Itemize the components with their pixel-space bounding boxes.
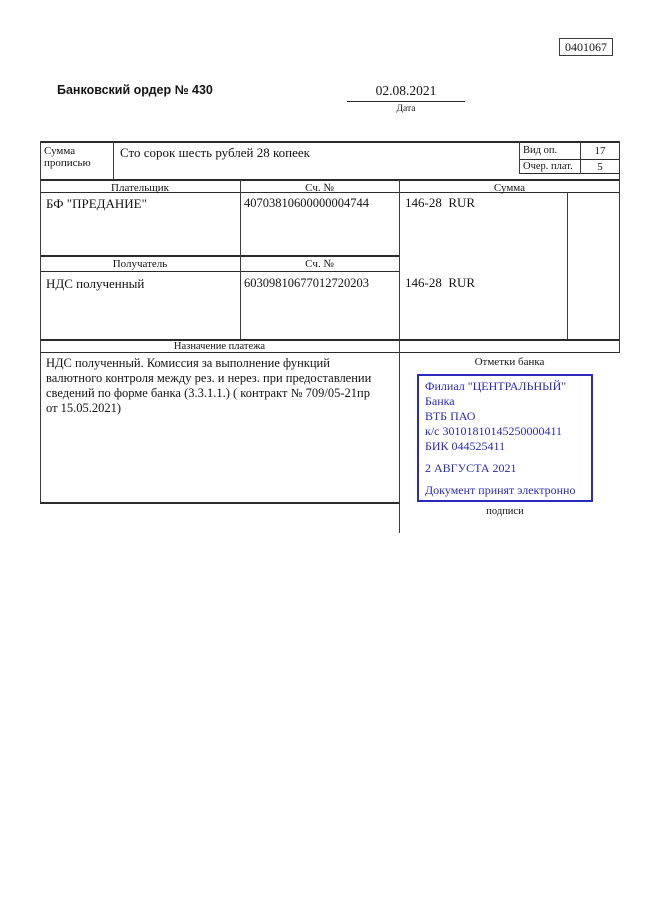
- table-border-left: [40, 141, 41, 503]
- form-code-box: [559, 38, 613, 56]
- date-label: Дата: [396, 104, 416, 114]
- stamp-corr-account: к/с 30101810145250000411: [425, 424, 563, 438]
- table-border-top: [40, 141, 620, 143]
- purpose-line: валютного контроля между рез. и нерез. при предоставлении: [46, 371, 372, 385]
- recipient-name: НДС полученный: [46, 276, 145, 291]
- op-bottom-line: [519, 173, 620, 174]
- payer-name: БФ "ПРЕДАНИЕ": [46, 196, 147, 211]
- stamp-footer: Документ принят электронно: [425, 483, 576, 497]
- payer-amount: 146-28 RUR: [405, 195, 476, 210]
- payer-account-header: Сч. №: [305, 182, 334, 194]
- payer-account: 40703810600000004744: [244, 196, 369, 210]
- amount-right-divider: [567, 192, 568, 339]
- page-title: Банковский ордер № 430: [57, 83, 213, 97]
- form-code: 0401067: [565, 40, 607, 54]
- purpose-text: [46, 356, 396, 416]
- table-border-right: [619, 141, 620, 353]
- stamp-date: 2 АВГУСТА 2021: [425, 461, 517, 475]
- stamp-spacer: [425, 454, 585, 461]
- sum-words-value: Сто сорок шесть рублей 28 копеек: [120, 145, 310, 160]
- recipient-header: Получатель: [112, 258, 168, 270]
- recipient-account-header: Сч. №: [305, 258, 334, 270]
- op-type-label: Вид оп.: [523, 145, 558, 156]
- signatures-label: подписи: [486, 506, 524, 517]
- purpose-header: Назначение платежа: [173, 341, 266, 352]
- purpose-line: сведений по форме банка (3.3.1.1.) ( контракт № 709/05-21пр: [46, 386, 370, 400]
- sum-label-divider: [113, 141, 114, 179]
- stamp-bank-name-line: ВТБ ПАО: [425, 409, 476, 423]
- purpose-bottom-line: [40, 502, 399, 504]
- queue-value: 5: [597, 161, 603, 173]
- bank-marks-header: Отметки банка: [474, 356, 545, 368]
- amount-header: Сумма: [493, 182, 526, 194]
- recipient-account: 60309810677012720203: [244, 276, 369, 290]
- purpose-line: НДС полученный. Комиссия за выполнение функций: [46, 356, 330, 370]
- sum-row-bottom-line: [40, 179, 620, 181]
- op-type-value: 17: [594, 145, 606, 157]
- stamp-bik: БИК 044525411: [425, 439, 506, 453]
- bank-stamp: [417, 374, 593, 502]
- stamp-bank-name-line: Филиал "ЦЕНТРАЛЬНЫЙ" Банка: [425, 379, 567, 408]
- sum-words-label: Сумма прописью: [44, 145, 91, 169]
- payer-header: Плательщик: [111, 182, 169, 194]
- recipient-header-line: [40, 271, 399, 272]
- recipient-section-top-line: [40, 255, 399, 257]
- purpose-line: от 15.05.2021): [46, 401, 122, 415]
- op-divider-line: [519, 159, 620, 160]
- date-value: 02.08.2021: [347, 83, 465, 102]
- op-box-left-divider: [519, 141, 520, 174]
- recipient-amount: 146-28 RUR: [405, 275, 476, 290]
- queue-label: Очер. плат.: [523, 161, 573, 172]
